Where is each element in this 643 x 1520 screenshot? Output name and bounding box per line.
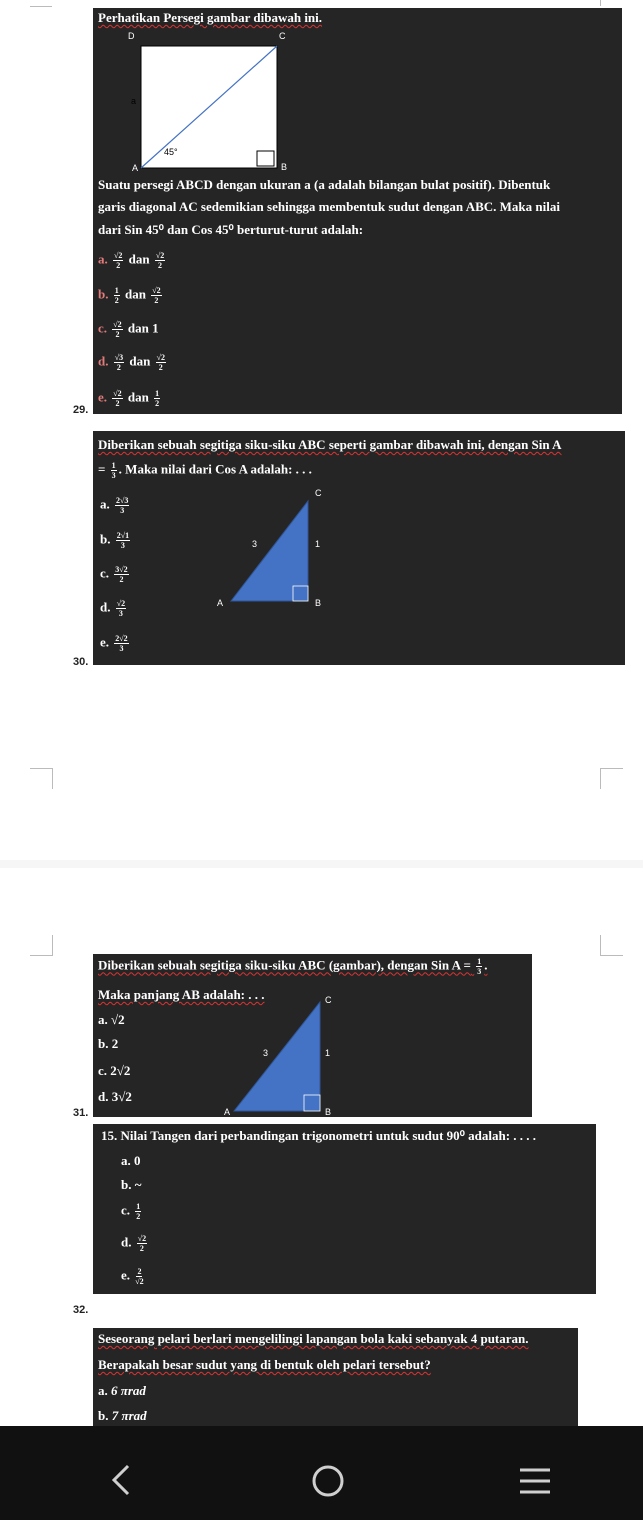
q32-option-c[interactable]: c. $\frac{1}{2}$ [121,1202,141,1221]
page-corner-mark [30,768,53,789]
q29-label-a: A [132,163,139,173]
back-icon[interactable] [106,1464,136,1496]
q31-triangle-figure [228,994,331,1114]
q33-option-b[interactable]: b. 7 πrad [98,1408,147,1423]
q32-option-b[interactable]: b. ~ [121,1177,142,1192]
q31-label-b: B [325,1107,332,1117]
q30-triangle-figure [223,491,323,606]
q29-text-1: Suatu persegi ABCD dengan ukuran a (a adalah bilangan bulat positif). Dibentuk [98,177,551,192]
page-corner-mark [600,935,623,956]
q30-option-c[interactable]: c. $\frac{3√2}{2}$ [100,565,128,584]
q29-option-c[interactable]: c. $\frac{√2}{2}$ dan 1 [98,320,159,339]
q29-intro: Perhatikan Persegi gambar dibawah ini. [98,10,323,25]
q31-opposite-label: 1 [325,1048,331,1058]
question-31-block [93,954,532,1117]
q31-option-b[interactable]: b. 2 [98,1036,119,1051]
home-icon[interactable] [310,1463,346,1499]
q29-option-d[interactable]: d. $\frac{√3}{2}$ dan $\frac{√2}{2}$ [98,353,165,372]
q31-text-2: Maka panjang AB adalah: . . . [98,987,265,1002]
page-gap [0,860,643,868]
page-corner-mark [600,0,623,6]
menu-icon[interactable] [518,1466,552,1496]
question-29-block [93,8,622,414]
q30-label-b: B [315,598,322,608]
q32-text: 15. Nilai Tangen dari perbandingan trigonometri untuk sudut 90⁰ adalah: . . . . [101,1128,537,1143]
q30-text-1: Diberikan sebuah segitiga siku-siku ABC seperti gambar dibawah ini, dengan Sin A [98,437,562,452]
page-corner-mark [30,935,53,956]
q30-text-2: = $\frac{1}{3}$ . Maka nilai dari Cos A adalah: . . . [98,461,312,480]
q32-option-a[interactable]: a. 0 [121,1153,141,1168]
question-33-block [93,1328,578,1426]
question-number: 32. [73,1304,89,1316]
q29-text-3: dari Sin 45⁰ dan Cos 45⁰ berturut-turut adalah: [98,222,364,237]
q30-option-e[interactable]: e. $\frac{2√2}{3}$ [100,634,128,653]
question-number: 31. [73,1107,89,1119]
q29-side-label: a [131,96,137,106]
question-32-block [93,1124,596,1294]
q29-option-b[interactable]: b. $\frac{1}{2}$ dan $\frac{√2}{2}$ [98,286,161,305]
q31-label-c: C [325,995,332,1005]
q29-label-b: B [281,162,288,172]
q32-option-e[interactable]: e. $\frac{2}{√2}$ [121,1267,144,1286]
q31-option-c[interactable]: c. 2√2 [98,1063,131,1078]
q29-angle-label: 45° [164,147,178,157]
q33-text-2: Berapakah besar sudut yang di bentuk oleh pelari tersebut? [98,1357,431,1372]
page-corner-mark [600,768,623,789]
q31-option-a[interactable]: a. √2 [98,1012,125,1027]
q31-label-a: A [224,1107,231,1117]
q29-option-e[interactable]: e. $\frac{√2}{2}$ dan $\frac{1}{2}$ [98,389,160,408]
q31-hypotenuse-label: 3 [263,1048,269,1058]
q30-opposite-label: 1 [315,539,321,549]
q32-option-d[interactable]: d. $\frac{√2}{2}$ [121,1234,147,1253]
q29-label-c: C [279,31,286,41]
q30-label-c: C [315,488,322,498]
q31-option-d[interactable]: d. 3√2 [98,1089,132,1104]
q33-text-1: Seseorang pelari berlari mengelilingi lapangan bola kaki sebanyak 4 putaran. [98,1331,529,1346]
q29-option-a[interactable]: a. $\frac{√2}{2}$ dan $\frac{√2}{2}$ [98,251,165,270]
q30-option-b[interactable]: b. $\frac{2√1}{3}$ [100,531,130,550]
page-corner-mark [30,0,52,7]
q29-label-d: D [128,31,135,41]
q33-option-a[interactable]: a. 6 πrad [98,1383,146,1398]
q30-hypotenuse-label: 3 [252,539,258,549]
navigation-bar [0,1426,643,1520]
q30-option-d[interactable]: d. $\frac{√2}{3}$ [100,599,126,618]
q30-option-a[interactable]: a. $\frac{2√3}{3}$ [100,496,129,515]
q29-square-figure [123,30,293,176]
question-number: 30. [73,656,89,668]
question-30-block [93,431,625,665]
q31-text-1: Diberikan sebuah segitiga siku-siku ABC (gambar), dengan Sin A = $\frac{1}{3}$ . [98,957,488,976]
question-number: 29. [73,404,89,416]
q29-text-2: garis diagonal AC sedemikian sehingga membentuk sudut dengan ABC. Maka nilai [98,199,560,214]
q30-label-a: A [217,598,224,608]
